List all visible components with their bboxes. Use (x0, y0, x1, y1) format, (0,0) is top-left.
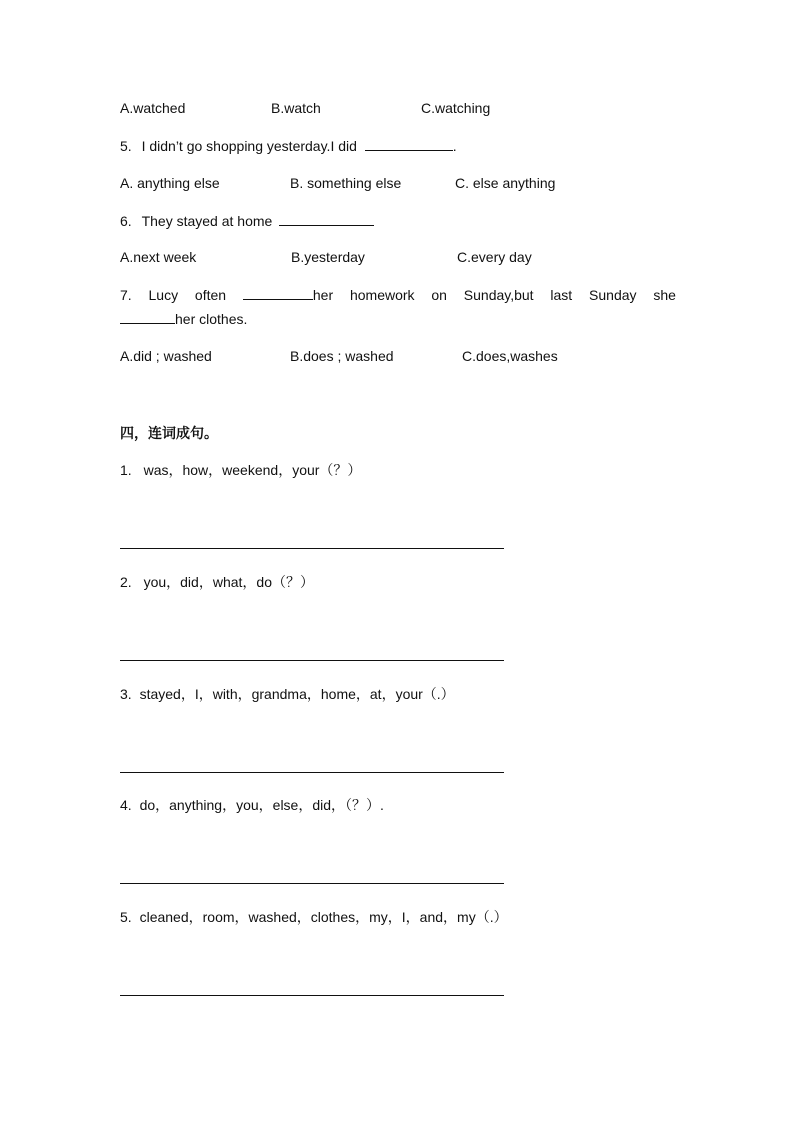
answer-blank[interactable] (243, 287, 313, 300)
answer-line-5[interactable] (120, 995, 504, 996)
q7-option-b: B.does ; washed (290, 348, 394, 364)
question-7-line-2: her clothes. (120, 311, 247, 327)
q4-option-b: B.watch (271, 100, 321, 116)
sentence-item-3: 3. stayed，I，with，grandma，home，at，your（.） (120, 686, 455, 702)
answer-line-4[interactable] (120, 883, 504, 884)
question-number: 5. (120, 138, 132, 154)
q5-option-b: B. something else (290, 175, 402, 191)
q4-option-a: A.watched (120, 100, 186, 116)
answer-blank[interactable] (120, 311, 175, 324)
q6-option-c: C.every day (457, 249, 532, 265)
question-5: 5. I didn’t go shopping yesterday.I did . (120, 138, 457, 154)
section-heading: 四，连词成句。 (120, 426, 218, 442)
answer-line-2[interactable] (120, 660, 504, 661)
sentence-item-1: 1. was，how，weekend，your（？） (120, 462, 362, 478)
question-text: I didn’t go shopping yesterday.I did (141, 138, 357, 154)
question-number: 7. (120, 287, 132, 303)
q7-option-a: A.did ; washed (120, 348, 212, 364)
q6-option-b: B.yesterday (291, 249, 365, 265)
question-7: 7. Lucy often her homework on Sunday,but last Sunday she (120, 287, 676, 303)
answer-blank[interactable] (365, 138, 453, 151)
question-6 (120, 213, 374, 229)
q4-option-c: C.watching (421, 100, 491, 116)
answer-line-1[interactable] (120, 548, 504, 549)
sentence-item-4: 4. do，anything，you，else，did，（？）. (120, 797, 384, 813)
sentence-item-2: 2. you，did，what，do（？） (120, 574, 314, 590)
question-number: 6. (120, 213, 132, 229)
q5-option-c: C. else anything (455, 175, 556, 191)
answer-line-3[interactable] (120, 772, 504, 773)
sentence-item-5: 5. cleaned，room，washed，clothes，my，I，and，my（.） (120, 909, 508, 925)
q5-option-a: A. anything else (120, 175, 220, 191)
question-text: They stayed at home (141, 213, 273, 229)
q7-option-c: C.does,washes (462, 348, 558, 364)
q6-option-a: A.next week (120, 249, 197, 265)
answer-blank[interactable] (279, 213, 374, 226)
